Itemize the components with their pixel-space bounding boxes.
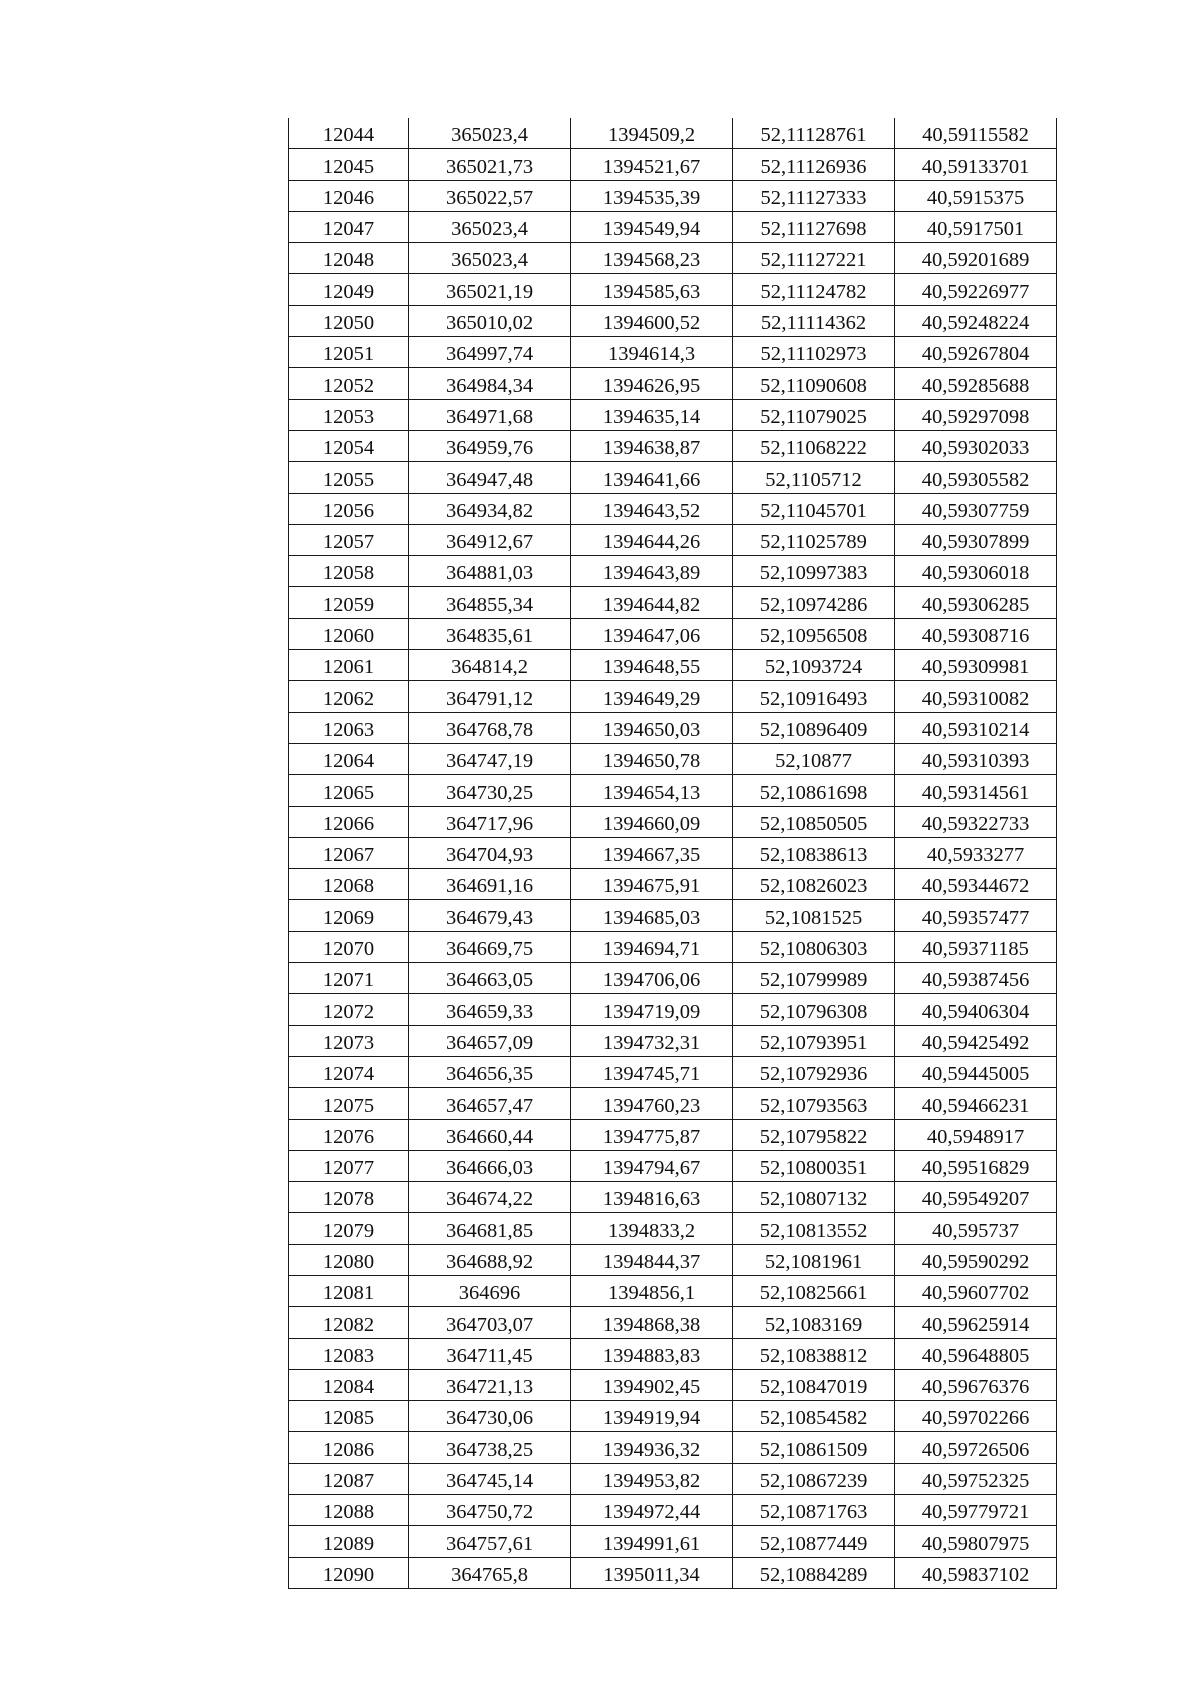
point-number-cell: 12049 [289,274,409,305]
longitude-cell: 40,5915375 [895,180,1057,211]
coord-y-cell: 1394600,52 [571,305,733,336]
coord-x-cell: 364659,33 [409,994,571,1025]
coord-x-cell: 364688,92 [409,1244,571,1275]
coord-x-cell: 364745,14 [409,1463,571,1494]
coord-y-cell: 1394694,71 [571,931,733,962]
table-row [289,1244,1057,1275]
point-number-cell: 12082 [289,1307,409,1338]
longitude-cell: 40,59115582 [895,118,1057,149]
table-row [289,493,1057,524]
point-number-cell: 12077 [289,1150,409,1181]
point-number-cell: 12053 [289,399,409,430]
coord-y-cell: 1394650,78 [571,743,733,774]
table-row [289,1119,1057,1150]
coord-x-cell: 364679,43 [409,900,571,931]
point-number-cell: 12058 [289,556,409,587]
table-row [289,1307,1057,1338]
longitude-cell: 40,59648805 [895,1338,1057,1369]
longitude-cell: 40,5948917 [895,1119,1057,1150]
table-row [289,399,1057,430]
point-number-cell: 12066 [289,806,409,837]
latitude-cell: 52,1081525 [733,900,895,931]
point-number-cell: 12052 [289,368,409,399]
coord-x-cell: 364681,85 [409,1213,571,1244]
table-row [289,587,1057,618]
coord-y-cell: 1394719,09 [571,994,733,1025]
point-number-cell: 12063 [289,712,409,743]
coord-y-cell: 1394936,32 [571,1432,733,1463]
table-row [289,869,1057,900]
longitude-cell: 40,59308716 [895,618,1057,649]
longitude-cell: 40,59445005 [895,1056,1057,1087]
coord-y-cell: 1394902,45 [571,1369,733,1400]
longitude-cell: 40,59371185 [895,931,1057,962]
table-row [289,149,1057,180]
table-row [289,430,1057,461]
longitude-cell: 40,59310082 [895,681,1057,712]
latitude-cell: 52,10826023 [733,869,895,900]
table-row [289,243,1057,274]
longitude-cell: 40,59726506 [895,1432,1057,1463]
longitude-cell: 40,59752325 [895,1463,1057,1494]
point-number-cell: 12048 [289,243,409,274]
coord-y-cell: 1394972,44 [571,1495,733,1526]
coord-y-cell: 1394535,39 [571,180,733,211]
coord-x-cell: 364696 [409,1275,571,1306]
coord-x-cell: 365023,4 [409,211,571,242]
table-row [289,1213,1057,1244]
point-number-cell: 12088 [289,1495,409,1526]
longitude-cell: 40,59425492 [895,1025,1057,1056]
table-row [289,556,1057,587]
longitude-cell: 40,59306285 [895,587,1057,618]
table-row [289,994,1057,1025]
point-number-cell: 12085 [289,1401,409,1432]
longitude-cell: 40,59779721 [895,1495,1057,1526]
coord-y-cell: 1394706,06 [571,963,733,994]
table-row [289,681,1057,712]
table-row [289,712,1057,743]
table-row [289,274,1057,305]
coord-y-cell: 1394794,67 [571,1150,733,1181]
coord-y-cell: 1394883,83 [571,1338,733,1369]
longitude-cell: 40,59466231 [895,1088,1057,1119]
latitude-cell: 52,11102973 [733,337,895,368]
coord-y-cell: 1394643,52 [571,493,733,524]
longitude-cell: 40,5917501 [895,211,1057,242]
point-number-cell: 12081 [289,1275,409,1306]
point-number-cell: 12073 [289,1025,409,1056]
coord-x-cell: 364721,13 [409,1369,571,1400]
coord-x-cell: 364703,07 [409,1307,571,1338]
longitude-cell: 40,59322733 [895,806,1057,837]
coord-x-cell: 364791,12 [409,681,571,712]
coord-x-cell: 364814,2 [409,650,571,681]
latitude-cell: 52,10800351 [733,1150,895,1181]
coord-x-cell: 364835,61 [409,618,571,649]
point-number-cell: 12059 [289,587,409,618]
point-number-cell: 12080 [289,1244,409,1275]
latitude-cell: 52,11114362 [733,305,895,336]
coord-x-cell: 364666,03 [409,1150,571,1181]
coord-x-cell: 364912,67 [409,524,571,555]
coord-x-cell: 365023,4 [409,118,571,149]
latitude-cell: 52,11127698 [733,211,895,242]
coord-y-cell: 1394667,35 [571,837,733,868]
point-number-cell: 12056 [289,493,409,524]
longitude-cell: 40,59310214 [895,712,1057,743]
coord-y-cell: 1394614,3 [571,337,733,368]
table-row [289,1088,1057,1119]
latitude-cell: 52,1081961 [733,1244,895,1275]
coord-x-cell: 364947,48 [409,462,571,493]
coord-x-cell: 364997,74 [409,337,571,368]
coord-x-cell: 364750,72 [409,1495,571,1526]
latitude-cell: 52,10956508 [733,618,895,649]
table-row [289,650,1057,681]
longitude-cell: 40,59344672 [895,869,1057,900]
table-row [289,1526,1057,1557]
coord-y-cell: 1394585,63 [571,274,733,305]
latitude-cell: 52,10847019 [733,1369,895,1400]
coord-y-cell: 1394649,29 [571,681,733,712]
table-row [289,1495,1057,1526]
longitude-cell: 40,59285688 [895,368,1057,399]
table-row [289,1557,1057,1588]
longitude-cell: 40,59307899 [895,524,1057,555]
table-row [289,1463,1057,1494]
point-number-cell: 12084 [289,1369,409,1400]
point-number-cell: 12044 [289,118,409,149]
latitude-cell: 52,1083169 [733,1307,895,1338]
coord-y-cell: 1394641,66 [571,462,733,493]
latitude-cell: 52,10806303 [733,931,895,962]
point-number-cell: 12076 [289,1119,409,1150]
longitude-cell: 40,5933277 [895,837,1057,868]
latitude-cell: 52,11127221 [733,243,895,274]
latitude-cell: 52,10796308 [733,994,895,1025]
coord-y-cell: 1394644,82 [571,587,733,618]
table-row [289,1275,1057,1306]
coord-y-cell: 1394638,87 [571,430,733,461]
coord-x-cell: 364984,34 [409,368,571,399]
longitude-cell: 40,59133701 [895,149,1057,180]
point-number-cell: 12071 [289,963,409,994]
point-number-cell: 12075 [289,1088,409,1119]
latitude-cell: 52,10896409 [733,712,895,743]
point-number-cell: 12050 [289,305,409,336]
coord-x-cell: 364959,76 [409,430,571,461]
table-row [289,1056,1057,1087]
longitude-cell: 40,59837102 [895,1557,1057,1588]
point-number-cell: 12051 [289,337,409,368]
table-row [289,368,1057,399]
latitude-cell: 52,10854582 [733,1401,895,1432]
longitude-cell: 40,59516829 [895,1150,1057,1181]
table-row [289,1025,1057,1056]
table-row [289,180,1057,211]
latitude-cell: 52,11045701 [733,493,895,524]
coord-y-cell: 1394549,94 [571,211,733,242]
latitude-cell: 52,10813552 [733,1213,895,1244]
coord-x-cell: 365023,4 [409,243,571,274]
point-number-cell: 12070 [289,931,409,962]
point-number-cell: 12090 [289,1557,409,1588]
longitude-cell: 40,59357477 [895,900,1057,931]
longitude-cell: 40,59807975 [895,1526,1057,1557]
point-number-cell: 12072 [289,994,409,1025]
point-number-cell: 12060 [289,618,409,649]
longitude-cell: 40,59297098 [895,399,1057,430]
longitude-cell: 40,59267804 [895,337,1057,368]
point-number-cell: 12069 [289,900,409,931]
longitude-cell: 40,59549207 [895,1182,1057,1213]
longitude-cell: 40,59406304 [895,994,1057,1025]
point-number-cell: 12047 [289,211,409,242]
table-row [289,1338,1057,1369]
coord-y-cell: 1394868,38 [571,1307,733,1338]
longitude-cell: 40,59314561 [895,775,1057,806]
point-number-cell: 12062 [289,681,409,712]
coord-y-cell: 1394745,71 [571,1056,733,1087]
coord-y-cell: 1394856,1 [571,1275,733,1306]
coord-x-cell: 364669,75 [409,931,571,962]
coord-y-cell: 1394833,2 [571,1213,733,1244]
coord-x-cell: 364660,44 [409,1119,571,1150]
longitude-cell: 40,595737 [895,1213,1057,1244]
coord-y-cell: 1394643,89 [571,556,733,587]
coord-y-cell: 1394521,67 [571,149,733,180]
coord-y-cell: 1394991,61 [571,1526,733,1557]
point-number-cell: 12079 [289,1213,409,1244]
coord-y-cell: 1394650,03 [571,712,733,743]
coord-x-cell: 364768,78 [409,712,571,743]
table-row [289,963,1057,994]
point-number-cell: 12061 [289,650,409,681]
coord-x-cell: 364717,96 [409,806,571,837]
point-number-cell: 12054 [289,430,409,461]
table-row [289,524,1057,555]
table-row [289,900,1057,931]
coord-y-cell: 1394732,31 [571,1025,733,1056]
point-number-cell: 12078 [289,1182,409,1213]
latitude-cell: 52,10867239 [733,1463,895,1494]
coord-x-cell: 364657,47 [409,1088,571,1119]
coord-y-cell: 1394953,82 [571,1463,733,1494]
latitude-cell: 52,11025789 [733,524,895,555]
coord-y-cell: 1394647,06 [571,618,733,649]
coordinates-table-body [289,118,1057,1588]
table-row [289,1182,1057,1213]
coord-y-cell: 1394919,94 [571,1401,733,1432]
coord-y-cell: 1394626,95 [571,368,733,399]
longitude-cell: 40,59310393 [895,743,1057,774]
coord-y-cell: 1394660,09 [571,806,733,837]
latitude-cell: 52,10877 [733,743,895,774]
latitude-cell: 52,10795822 [733,1119,895,1150]
longitude-cell: 40,59702266 [895,1401,1057,1432]
coord-y-cell: 1394635,14 [571,399,733,430]
latitude-cell: 52,10871763 [733,1495,895,1526]
latitude-cell: 52,10792936 [733,1056,895,1087]
table-row [289,837,1057,868]
coord-y-cell: 1394654,13 [571,775,733,806]
point-number-cell: 12087 [289,1463,409,1494]
latitude-cell: 52,11127333 [733,180,895,211]
coord-x-cell: 364704,93 [409,837,571,868]
coord-x-cell: 364657,09 [409,1025,571,1056]
latitude-cell: 52,10838812 [733,1338,895,1369]
latitude-cell: 52,11068222 [733,430,895,461]
latitude-cell: 52,10974286 [733,587,895,618]
coord-y-cell: 1394844,37 [571,1244,733,1275]
table-row [289,618,1057,649]
table-row [289,211,1057,242]
longitude-cell: 40,59387456 [895,963,1057,994]
coord-x-cell: 365022,57 [409,180,571,211]
latitude-cell: 52,11124782 [733,274,895,305]
latitude-cell: 52,1093724 [733,650,895,681]
longitude-cell: 40,59676376 [895,1369,1057,1400]
point-number-cell: 12045 [289,149,409,180]
latitude-cell: 52,11128761 [733,118,895,149]
coord-x-cell: 365021,73 [409,149,571,180]
longitude-cell: 40,59305582 [895,462,1057,493]
table-row [289,1369,1057,1400]
coord-x-cell: 364738,25 [409,1432,571,1463]
table-row [289,118,1057,149]
longitude-cell: 40,59201689 [895,243,1057,274]
latitude-cell: 52,10861509 [733,1432,895,1463]
coord-y-cell: 1394644,26 [571,524,733,555]
point-number-cell: 12065 [289,775,409,806]
coord-x-cell: 364757,61 [409,1526,571,1557]
latitude-cell: 52,10861698 [733,775,895,806]
longitude-cell: 40,59607702 [895,1275,1057,1306]
coord-y-cell: 1394775,87 [571,1119,733,1150]
coord-x-cell: 364881,03 [409,556,571,587]
point-number-cell: 12067 [289,837,409,868]
coord-y-cell: 1394816,63 [571,1182,733,1213]
coord-x-cell: 365010,02 [409,305,571,336]
latitude-cell: 52,11079025 [733,399,895,430]
table-row [289,1401,1057,1432]
coord-x-cell: 364730,25 [409,775,571,806]
latitude-cell: 52,11126936 [733,149,895,180]
point-number-cell: 12057 [289,524,409,555]
coord-y-cell: 1394760,23 [571,1088,733,1119]
coord-x-cell: 364711,45 [409,1338,571,1369]
latitude-cell: 52,10916493 [733,681,895,712]
coord-x-cell: 364656,35 [409,1056,571,1087]
table-row [289,1432,1057,1463]
coord-x-cell: 365021,19 [409,274,571,305]
latitude-cell: 52,10793563 [733,1088,895,1119]
latitude-cell: 52,10825661 [733,1275,895,1306]
latitude-cell: 52,10997383 [733,556,895,587]
longitude-cell: 40,59302033 [895,430,1057,461]
point-number-cell: 12083 [289,1338,409,1369]
coord-y-cell: 1394648,55 [571,650,733,681]
table-row [289,743,1057,774]
coord-x-cell: 364765,8 [409,1557,571,1588]
latitude-cell: 52,10877449 [733,1526,895,1557]
point-number-cell: 12055 [289,462,409,493]
longitude-cell: 40,59306018 [895,556,1057,587]
latitude-cell: 52,10884289 [733,1557,895,1588]
table-row [289,931,1057,962]
latitude-cell: 52,10807132 [733,1182,895,1213]
longitude-cell: 40,59226977 [895,274,1057,305]
coord-y-cell: 1395011,34 [571,1557,733,1588]
point-number-cell: 12046 [289,180,409,211]
table-row [289,806,1057,837]
latitude-cell: 52,10799989 [733,963,895,994]
latitude-cell: 52,11090608 [733,368,895,399]
coord-x-cell: 364691,16 [409,869,571,900]
latitude-cell: 52,10850505 [733,806,895,837]
table-row [289,775,1057,806]
latitude-cell: 52,10793951 [733,1025,895,1056]
longitude-cell: 40,59590292 [895,1244,1057,1275]
longitude-cell: 40,59625914 [895,1307,1057,1338]
latitude-cell: 52,10838613 [733,837,895,868]
coord-x-cell: 364663,05 [409,963,571,994]
coord-x-cell: 364674,22 [409,1182,571,1213]
point-number-cell: 12068 [289,869,409,900]
coord-x-cell: 364971,68 [409,399,571,430]
point-number-cell: 12064 [289,743,409,774]
point-number-cell: 12074 [289,1056,409,1087]
longitude-cell: 40,59307759 [895,493,1057,524]
coord-x-cell: 364934,82 [409,493,571,524]
point-number-cell: 12086 [289,1432,409,1463]
table-row [289,462,1057,493]
latitude-cell: 52,1105712 [733,462,895,493]
coord-y-cell: 1394675,91 [571,869,733,900]
longitude-cell: 40,59248224 [895,305,1057,336]
coordinates-table [288,118,1057,1589]
table-row [289,305,1057,336]
table-row [289,1150,1057,1181]
longitude-cell: 40,59309981 [895,650,1057,681]
coord-x-cell: 364747,19 [409,743,571,774]
table-row [289,337,1057,368]
coord-x-cell: 364855,34 [409,587,571,618]
coord-y-cell: 1394685,03 [571,900,733,931]
coord-y-cell: 1394509,2 [571,118,733,149]
coord-y-cell: 1394568,23 [571,243,733,274]
point-number-cell: 12089 [289,1526,409,1557]
coord-x-cell: 364730,06 [409,1401,571,1432]
